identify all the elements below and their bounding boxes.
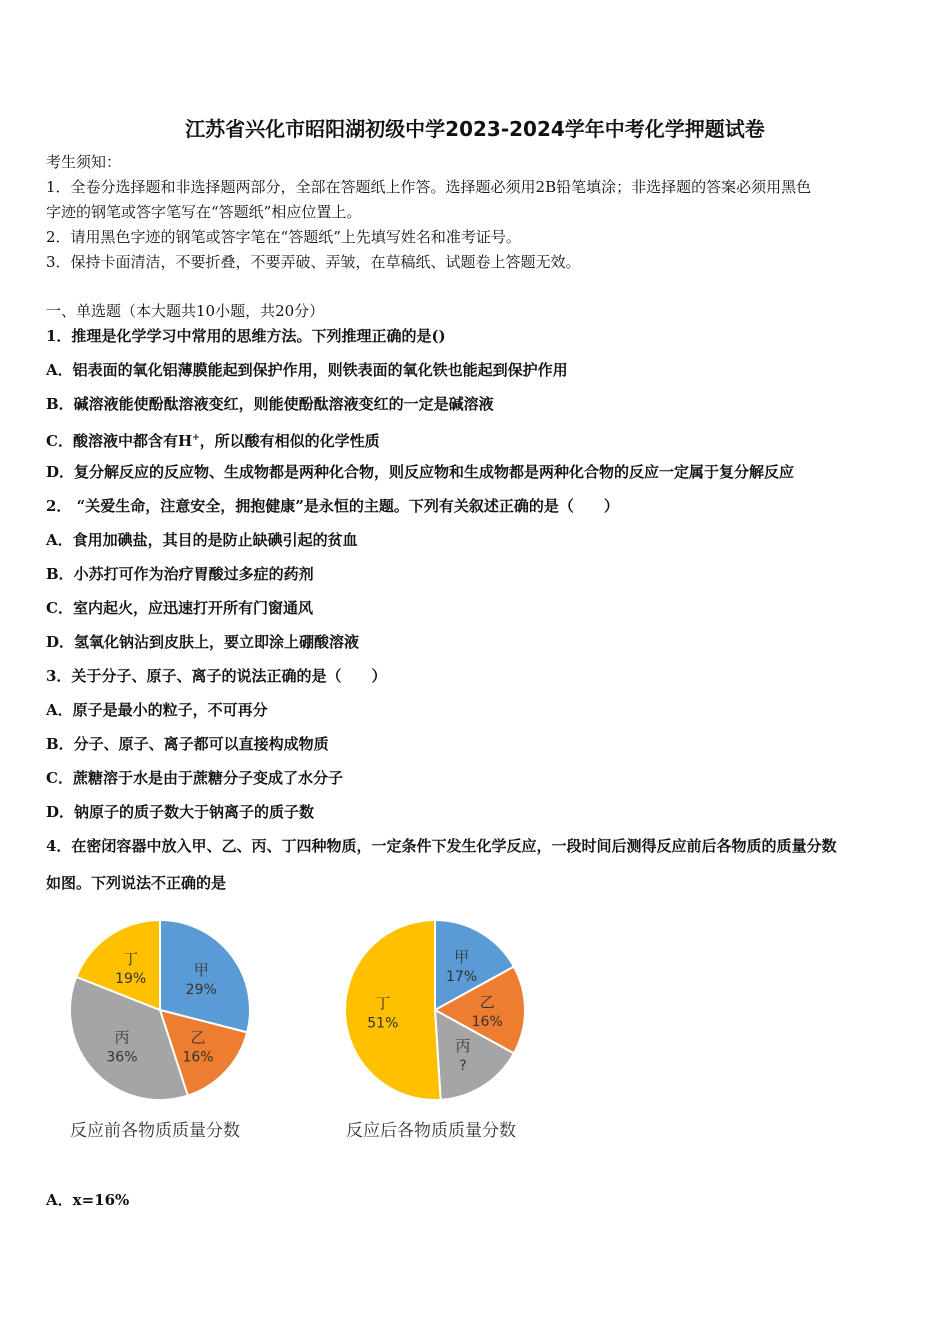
option-c-tail: ，所以酸有相似的化学性质 (199, 432, 380, 450)
question-1-stem: 1．推理是化学学习中常用的思维方法。下列推理正确的是() (46, 327, 446, 345)
pie-slice-name: 乙 (190, 1028, 206, 1047)
question-2-option-b[interactable]: B．小苏打可作为治疗胃酸过多症的药剂 (46, 565, 314, 583)
pie-slice-name: 丁 (123, 949, 139, 968)
section-heading: 一、单选题（本大题共10小题，共20分） (46, 302, 325, 320)
option-c-text: C．酸溶液中都含有H (46, 432, 193, 450)
question-3-option-a[interactable]: A．原子是最小的粒子，不可再分 (46, 701, 268, 719)
question-4-stem: 4．在密闭容器中放入甲、乙、丙、丁四种物质，一定条件下发生化学反应，一段时间后测得反应前后各物质的质量分数 (46, 837, 837, 855)
question-3-stem: 3．关于分子、原子、离子的说法正确的是（ ） (46, 667, 387, 685)
notice-item: 字迹的钢笔或答字笔写在“答题纸”相应位置上。 (46, 203, 362, 221)
notice-item: 3．保持卡面清洁，不要折叠，不要弄破、弄皱，在草稿纸、试题卷上答题无效。 (46, 253, 581, 271)
question-1-option-b[interactable]: B．碱溶液能使酚酞溶液变红，则能使酚酞溶液变红的一定是碱溶液 (46, 395, 494, 413)
notice-heading: 考生须知： (46, 153, 122, 171)
chart-caption-before: 反应前各物质质量分数 (70, 1121, 240, 1141)
pie-slice (345, 920, 441, 1100)
pie-slice-name: 甲 (454, 948, 470, 967)
option-c-superscript: + (192, 433, 200, 443)
question-4-stem-continued: 如图。下列说法不正确的是 (46, 874, 227, 892)
question-3-option-d[interactable]: D．钠原子的质子数大于钠离子的质子数 (46, 803, 315, 821)
pie-slice-label: 16% (471, 1014, 503, 1030)
page-title: 江苏省兴化市昭阳湖初级中学2023-2024学年中考化学押题试卷 (185, 117, 765, 141)
pie-slice-label: 29% (185, 982, 217, 999)
question-1-option-c[interactable] (46, 428, 380, 451)
question-4-option-a[interactable]: A．x=16% (46, 1191, 130, 1209)
pie-slice-label: 19% (115, 970, 147, 987)
pie-slice-label: ? (459, 1058, 467, 1075)
question-1-option-d[interactable]: D．复分解反应的反应物、生成物都是两种化合物，则反应物和生成物都是两种化合物的反应一定属于复分解反应 (46, 463, 795, 481)
pie-slice-label: 36% (106, 1049, 138, 1066)
pie-slice-label: 16% (182, 1049, 214, 1066)
notice-item: 2．请用黑色字迹的钢笔或答字笔在“答题纸”上先填写姓名和准考证号。 (46, 228, 521, 246)
question-2-option-d[interactable]: D．氢氧化钠沾到皮肤上，要立即涂上硼酸溶液 (46, 633, 360, 651)
question-3-option-b[interactable]: B．分子、原子、离子都可以直接构成物质 (46, 735, 329, 753)
pie-slice-name: 丁 (375, 994, 391, 1013)
pie-slice-label: 51% (367, 1015, 399, 1032)
question-2-option-c[interactable]: C．室内起火，应迅速打开所有门窗通风 (46, 599, 313, 617)
question-1-option-a[interactable]: A．铝表面的氧化铝薄膜能起到保护作用，则铁表面的氧化铁也能起到保护作用 (46, 361, 568, 379)
question-2-option-a[interactable]: A．食用加碘盐，其目的是防止缺碘引起的贫血 (46, 531, 358, 549)
pie-slice-label: 17% (446, 969, 478, 986)
chart-caption-after: 反应后各物质质量分数 (346, 1121, 516, 1141)
pie-slice-name: 丙 (455, 1037, 471, 1056)
notice-item: 1．全卷分选择题和非选择题两部分，全部在答题纸上作答。选择题必须用2B铅笔填涂；非选择题的答案必须用黑色 (46, 178, 812, 196)
pie-chart-after (335, 910, 535, 1110)
question-3-option-c[interactable]: C．蔗糖溶于水是由于蔗糖分子变成了水分子 (46, 769, 343, 787)
pie-slice-name: 乙 (479, 993, 495, 1011)
pie-slice-name: 丙 (114, 1028, 130, 1047)
pie-slice-name: 甲 (193, 961, 209, 980)
question-2-stem: 2． “关爱生命，注意安全，拥抱健康”是永恒的主题。下列有关叙述正确的是（ ） (46, 497, 619, 515)
pie-chart-before (60, 910, 260, 1110)
